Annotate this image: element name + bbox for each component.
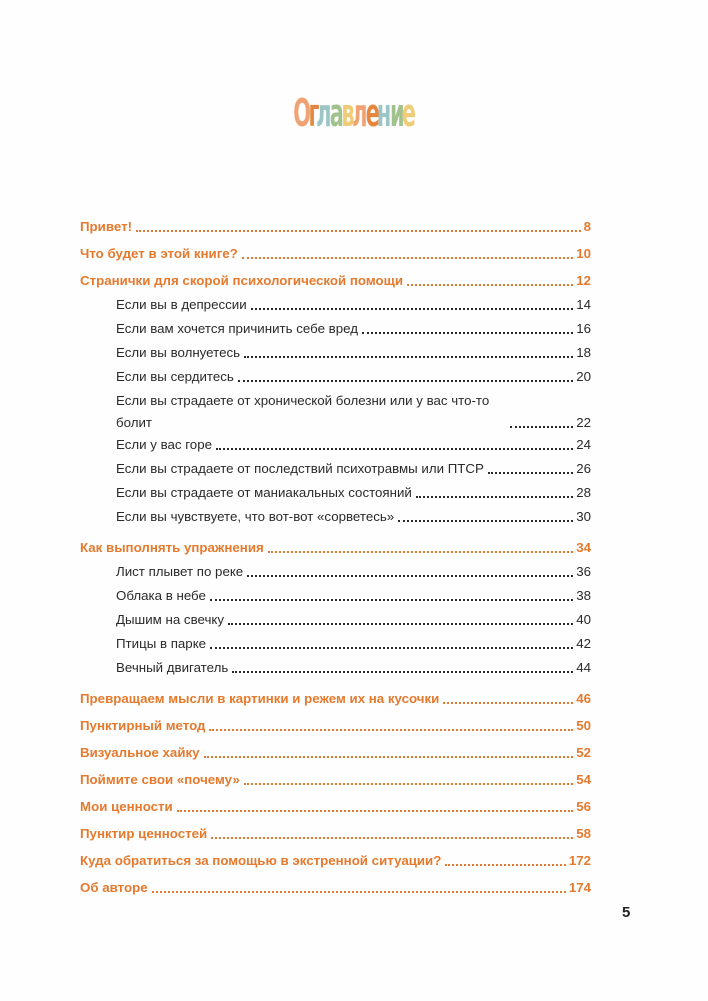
toc-entry[interactable] [116,609,591,631]
toc-entry[interactable] [116,482,591,504]
dot-leader [216,448,573,450]
toc-entry-page: 30 [576,509,591,524]
toc-entry[interactable] [116,657,591,679]
toc-entry-title: Если у вас горе [116,437,212,452]
dot-leader [177,810,573,812]
toc-entry[interactable] [80,823,591,845]
dot-leader [362,332,573,334]
title-letter: н [377,91,392,135]
toc-entry-title: Птицы в парке [116,636,207,651]
toc-entry-title: Как выполнять упражнения [80,540,264,555]
toc-entry-title: Странички для скорой психологической помощи [80,273,404,288]
toc-entry-page: 46 [576,691,591,706]
toc-entry-title: Привет! [80,219,133,234]
toc-entry-page: 10 [576,246,591,261]
toc-entry[interactable] [116,434,591,456]
title-letter: г [308,91,320,135]
dot-leader [244,783,573,785]
toc-entry[interactable] [116,390,591,434]
toc-entry-title: Пунктирный метод [80,718,206,733]
toc-entry-page: 34 [576,540,591,555]
title-letter: а [329,91,344,135]
toc-entry[interactable] [116,318,591,340]
dot-leader [407,284,573,286]
toc-entry-title: Мои ценности [80,799,173,814]
toc-entry-page: 174 [568,880,591,895]
title-letter: О [293,91,312,135]
toc-entry-title: Визуальное хайку [80,745,200,760]
toc-entry[interactable] [80,243,591,265]
toc-entry-page: 12 [576,273,591,288]
toc-entry[interactable] [80,742,591,764]
toc-entry[interactable] [116,633,591,655]
toc-entry-title: Облака в небе [116,588,206,603]
toc-entry-page: 28 [576,485,591,500]
dot-leader [251,308,574,310]
toc-entry[interactable] [80,688,591,710]
toc-entry[interactable] [116,294,591,316]
toc-entry-page: 52 [576,745,591,760]
title-letter: в [341,91,355,135]
dot-leader [510,426,573,428]
dot-leader [238,380,573,382]
toc-entry-title: Превращаем мысли в картинки и режем их на кусочки [80,691,440,706]
toc-entry[interactable] [80,877,591,899]
dot-leader [398,520,573,522]
toc-entry-page: 58 [576,826,591,841]
dot-leader [152,891,566,893]
toc-entry[interactable] [80,769,591,791]
title-letter: е [402,91,417,135]
title-letter: е [365,91,380,135]
toc-entry-title: Если вы сердитесь [116,369,234,384]
toc-entry-title: Лист плывет по реке [116,564,244,579]
toc-entry-page: 18 [576,345,591,360]
toc-entry[interactable] [116,458,591,480]
toc-entry-title: Что будет в этой книге? [80,246,238,261]
dot-leader [228,623,573,625]
toc-entry-title: Дышим на свечку [116,612,224,627]
toc-entry[interactable] [116,585,591,607]
toc-entry-page: 54 [576,772,591,787]
toc-entry-title: Вечный двигатель [116,660,229,675]
dot-leader [268,551,573,553]
dot-leader [232,671,573,673]
toc-entry-page: 24 [576,437,591,452]
toc-entry-title: Если вы страдаете от последствий психотравмы или ПТСР [116,461,484,476]
dot-leader [247,575,573,577]
dot-leader [488,472,573,474]
toc-entry-title: Куда обратиться за помощью в экстренной ситуации? [80,853,442,868]
dot-leader [416,496,573,498]
dot-leader [242,257,573,259]
toc-entry[interactable] [80,216,591,238]
dot-leader [443,702,573,704]
toc-entry[interactable] [80,537,591,559]
toc-entry[interactable] [80,796,591,818]
toc-entry-title: Если вы чувствуете, что вот-вот «сорветесь» [116,509,395,524]
toc-entry[interactable] [116,366,591,388]
title-letter: и [389,91,405,135]
toc-entry[interactable] [116,561,591,583]
dot-leader [209,729,573,731]
toc-entry-page: 8 [583,219,591,234]
page-number: 5 [622,904,631,921]
dot-leader [136,230,581,232]
toc-entry-page: 36 [576,564,591,579]
toc-entry-page: 44 [576,660,591,675]
title-letter: л [316,91,332,135]
toc-entry-page: 38 [576,588,591,603]
toc-entry[interactable] [80,850,591,872]
toc-entry-title: Поймите свои «почему» [80,772,240,787]
toc-entry-title: Если вы страдаете от маниакальных состояний [116,485,412,500]
toc-entry-page: 14 [576,297,591,312]
toc-entry-title: Если вам хочется причинить себе вред [116,321,358,336]
toc-entry-page: 20 [576,369,591,384]
toc-entry-title: Если вы страдаете от хронической болезни или у вас что-то болит [116,393,490,430]
toc-entry-page: 172 [568,853,591,868]
dot-leader [204,756,574,758]
toc-entry-page: 42 [576,636,591,651]
title-letter: л [351,91,368,135]
toc-entry-page: 22 [576,415,591,430]
toc-entry[interactable] [80,715,591,737]
dot-leader [244,356,573,358]
dot-leader [445,864,565,866]
toc-entry-page: 40 [576,612,591,627]
toc-entry-title: Пунктир ценностей [80,826,208,841]
toc-entry-page: 26 [576,461,591,476]
toc-entry[interactable] [116,506,591,528]
dot-leader [210,599,573,601]
dot-leader [211,837,573,839]
dot-leader [210,647,573,649]
toc-entry-page: 50 [576,718,591,733]
toc-entry-page: 56 [576,799,591,814]
toc-entry-title: Об авторе [80,880,148,895]
toc-entry-title: Если вы в депрессии [116,297,247,312]
toc-entry-page: 16 [576,321,591,336]
toc-entry-title: Если вы волнуетесь [116,345,241,360]
toc-entry[interactable] [116,342,591,364]
toc-entry[interactable] [80,270,591,292]
